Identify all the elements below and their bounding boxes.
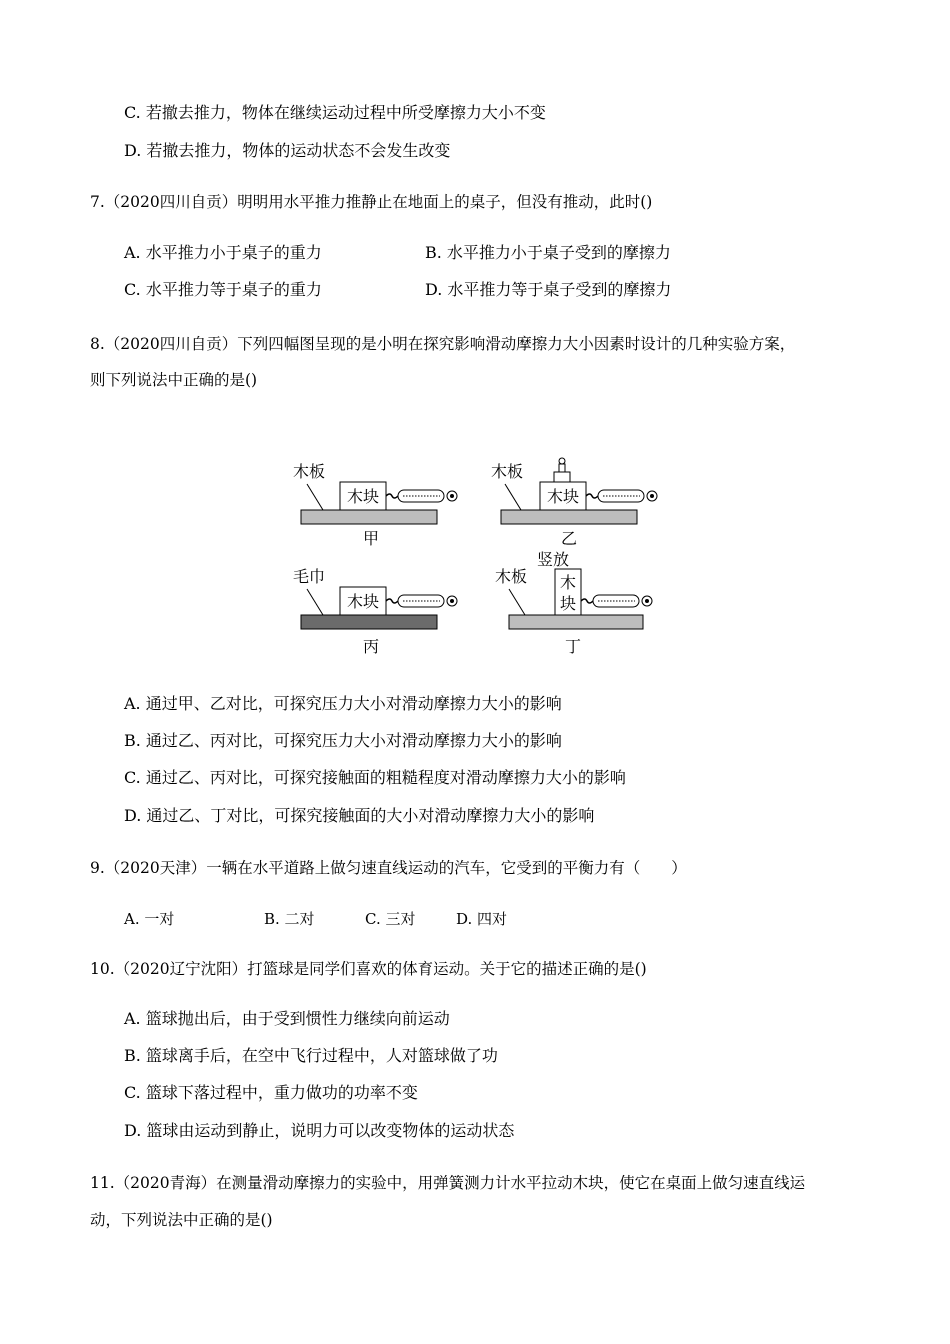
q9-stem: 9.（2020天津）一辆在水平道路上做匀速直线运动的汽车，它受到的平衡力有（ ） — [90, 859, 687, 877]
q7-stem: 7.（2020四川自贡）明明用水平推力推静止在地面上的桌子，但没有推动，此时() — [90, 193, 653, 211]
q9-option-c: C. 三对 — [365, 910, 416, 928]
ding-block-label-bottom: 块 — [559, 594, 577, 613]
q8-option-c: C. 通过乙、丙对比，可探究接触面的粗糙程度对滑动摩擦力大小的影响 — [124, 768, 626, 787]
q9-option-d: D. 四对 — [456, 910, 508, 928]
yi-weight — [554, 472, 570, 482]
q11-stem-line2: 动，下列说法中正确的是() — [90, 1211, 273, 1229]
q8-option-b: B. 通过乙、丙对比，可探究压力大小对滑动摩擦力大小的影响 — [124, 731, 562, 750]
q7-option-a: A. 水平推力小于桌子的重力 — [124, 243, 322, 262]
q6-option-c: C. 若撤去推力，物体在继续运动过程中所受摩擦力大小不变 — [124, 103, 546, 122]
q8-stem-line2: 则下列说法中正确的是() — [90, 371, 258, 389]
q8-option-a: A. 通过甲、乙对比，可探究压力大小对滑动摩擦力大小的影响 — [124, 694, 562, 713]
yi-block-label: 木块 — [546, 487, 580, 506]
q10-option-a: A. 篮球抛出后，由于受到惯性力继续向前运动 — [124, 1009, 450, 1028]
q9-option-a: A. 一对 — [124, 910, 175, 928]
q8-option-d: D. 通过乙、丁对比，可探究接触面的大小对滑动摩擦力大小的影响 — [124, 806, 595, 825]
jia-board — [301, 510, 437, 524]
q10-option-d: D. 篮球由运动到静止，说明力可以改变物体的运动状态 — [124, 1121, 515, 1140]
jia-caption: 甲 — [362, 529, 380, 548]
jia-pointer-line — [307, 484, 323, 510]
yi-board — [501, 510, 637, 524]
ding-caption: 丁 — [564, 637, 582, 656]
q8-stem-line1: 8.（2020四川自贡）下列四幅图呈现的是小明在探究影响滑动摩擦力大小因素时设计的几种实验方案， — [90, 335, 796, 353]
bing-surface-label: 毛巾 — [293, 567, 326, 586]
bing-towel-board — [301, 615, 437, 629]
q9-option-b: B. 二对 — [264, 910, 315, 928]
jia-block-label: 木块 — [346, 487, 380, 506]
ding-block-label-top: 木 — [559, 573, 577, 592]
ding-note-label: 竖放 — [536, 550, 570, 569]
ding-board — [509, 615, 643, 629]
q8-friction-figure — [285, 452, 670, 662]
panel-yi — [491, 458, 657, 548]
yi-caption: 乙 — [560, 529, 578, 548]
ding-surface-label: 木板 — [495, 567, 528, 586]
bing-caption: 丙 — [362, 637, 380, 656]
q6-option-d: D. 若撤去推力，物体的运动状态不会发生改变 — [124, 141, 451, 160]
q7-option-c: C. 水平推力等于桌子的重力 — [124, 280, 322, 299]
q10-option-b: B. 篮球离手后，在空中飞行过程中，人对篮球做了功 — [124, 1046, 498, 1065]
panel-ding — [495, 550, 652, 656]
bing-block-label: 木块 — [346, 592, 380, 611]
q10-option-c: C. 篮球下落过程中，重力做功的功率不变 — [124, 1083, 418, 1102]
q11-stem-line1: 11.（2020青海）在测量滑动摩擦力的实验中，用弹簧测力计水平拉动木块，使它在桌面上做匀速直线运 — [90, 1174, 806, 1192]
panel-bing — [293, 567, 457, 656]
yi-surface-label: 木板 — [491, 462, 524, 481]
jia-hook — [386, 494, 398, 498]
jia-surface-label: 木板 — [293, 462, 326, 481]
q7-option-b: B. 水平推力小于桌子受到的摩擦力 — [425, 243, 671, 262]
panel-jia — [293, 462, 457, 548]
q7-option-d: D. 水平推力等于桌子受到的摩擦力 — [425, 280, 672, 299]
q10-stem: 10.（2020辽宁沈阳）打篮球是同学们喜欢的体育运动。关于它的描述正确的是() — [90, 960, 647, 978]
